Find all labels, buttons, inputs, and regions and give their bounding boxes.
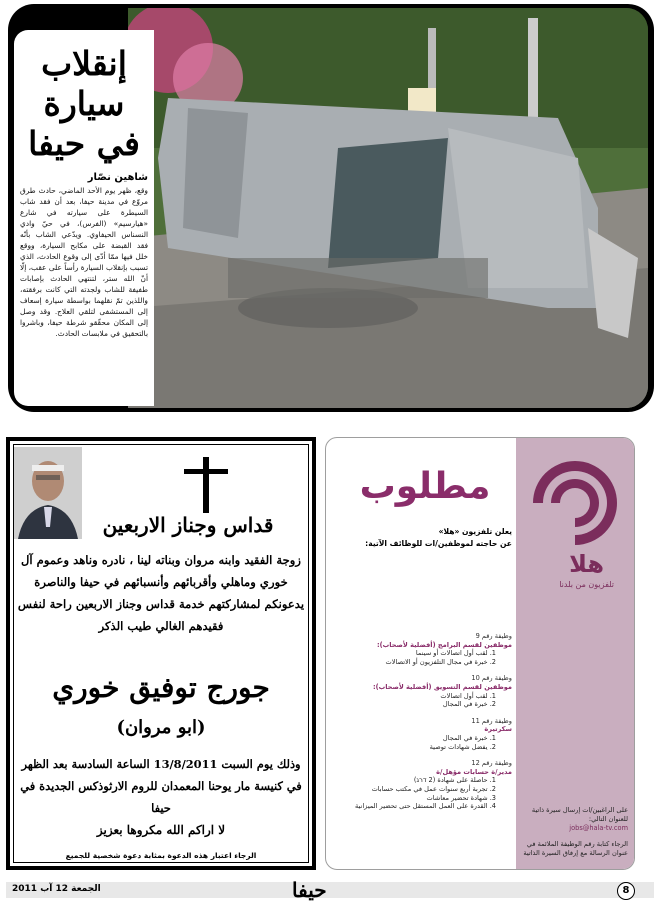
job-title: سكرتيرة xyxy=(484,725,512,734)
contact-instructions xyxy=(522,806,628,833)
job-title: موظفين لقسم التسويق (أفضلية لأصحاب): xyxy=(372,682,512,691)
contact-text: على الراغبين/ات إرسال سيرة ذاتية للعنوان التالي: xyxy=(531,806,628,823)
intro-line: عن حاجته لموظفين/ات للوظائف الآتية: xyxy=(365,539,512,548)
ad-side-panel xyxy=(516,438,634,869)
overturned-car-photo xyxy=(128,8,648,408)
job-title: موظفين لقسم البرامج (أفضلية لأصحاب): xyxy=(377,640,512,649)
news-article xyxy=(8,4,654,412)
deceased-nickname: (ابو مروان) xyxy=(116,717,206,738)
service-details: وذلك يوم السبت 13/8/2011 الساعة السادسة بعد الظهر في كنيسة مار يوحنا المعمدان للروم الارثوذكس الجديدة في حيفا xyxy=(20,757,302,815)
page-number: 8 xyxy=(617,882,635,900)
publication-date: الجمعة 12 آب 2011 xyxy=(12,884,101,894)
job-requirement: 4. القدرة على العمل المستقل حتى تحضير الميزانية xyxy=(354,802,496,811)
headline-line: في حيفا xyxy=(28,124,140,163)
logo-wordmark: هلا xyxy=(569,550,604,578)
job-number: وظيفة رقم 11 xyxy=(471,716,512,725)
ad-intro xyxy=(332,526,512,550)
headline-line: إنقلاب xyxy=(41,44,127,83)
intro-line: يعلن تلفزيون «هلا» xyxy=(438,527,512,536)
news-headline xyxy=(20,44,148,164)
job-number: وظيفة رقم 10 xyxy=(471,674,512,683)
job-item xyxy=(332,717,512,751)
obituary-title: قداس وجناز الاربعين xyxy=(102,513,274,537)
job-item xyxy=(332,632,512,666)
job-advertisement xyxy=(325,437,635,870)
job-requirement: 1. خبرة في المجال xyxy=(442,733,496,742)
logo-slogan: تلفزيون من بلدنا xyxy=(559,580,614,589)
obituary-notice xyxy=(6,437,316,870)
newspaper-masthead xyxy=(292,878,327,902)
job-number: وظيفة رقم 9 xyxy=(475,632,512,640)
news-body: وقع، ظهر يوم الأحد الماضي، حادث طرق مروّع في مدينة حيفا، بعد أن فقد شاب السيطرة على سيارته في شارع «هيارسيم» (الفرس)، في حيّ وادي النسناس الحيفاوي. ويدّعي الشاب بأنّه فقد القبضة على مكابح السيارة، ووقع خلل فيها ممّا أدّى إلى وقوع الحادث، الذي تسبب بإنقلاب السيارة رأساً على عقب، إلّا أنّ الله ستر، لتنتهي الحادث بإصابات طفيفة للشاب ولجدته التي كانت برفقته، واللذين تمّ نقلهما بواسطة سيارة إسعاف إلى المستشفى لتلقي العلاج. وقد وصل إلى المكان محقّقو شرطة حيفا، وباشروا بالتحقيق في ملابسات الحادث. xyxy=(20,186,148,338)
job-requirement: 2. خبرة في مجال التلفزيون أو الاتصالات xyxy=(385,657,496,666)
job-number: وظيفة رقم 12 xyxy=(471,759,512,768)
masthead-text: حيفا xyxy=(292,878,327,902)
obituary-closing: لا اراكم الله مكروها بعزيز xyxy=(96,823,226,837)
job-title: مدير/ة حسابات مؤهل/ة xyxy=(436,767,512,776)
job-requirement: 1. لقب أول اتصالات أو سينما xyxy=(415,649,496,658)
obituary-body: زوجة الفقيد وابنه مروان وبناته لينا ، نادره وناهد وعموم آل خوري وماهلي وأقربائهم وأنسبائهم في حيفا والناصرة يدعونكم لمشاركتهم خدمة قداس وجناز الاربعين راحة لنفس فقيدهم الغالي طيب الذكر xyxy=(17,553,305,633)
application-note: الرجاء كتابة رقم الوظيفة الملائمة في عنوان الرسالة مع إرفاق السيرة الذاتية xyxy=(523,840,628,857)
job-requirement: 3. شهادة تحضير معاشات xyxy=(426,793,496,802)
footer-bar xyxy=(6,882,654,898)
cross-icon xyxy=(178,455,234,513)
news-text-column xyxy=(14,30,154,406)
job-requirement: 2. خبرة في المجال xyxy=(442,700,496,709)
ad-main-column xyxy=(326,438,518,869)
contact-email[interactable]: jobs@hala-tv.com xyxy=(569,824,628,832)
deceased-name: جورج توفيق خوري xyxy=(52,671,270,704)
obituary-note: الرجاء اعتبار هذه الدعوة بمثابة دعوة شخصية للجميع xyxy=(65,851,257,860)
job-requirement: 1. حاصلة على شهادة (2 דרג) xyxy=(413,776,496,785)
news-author: شاهين نصّار xyxy=(87,172,148,183)
hala-logo-icon xyxy=(530,458,620,548)
job-list xyxy=(332,632,512,819)
ad-title: مطلوب xyxy=(359,466,491,507)
job-item xyxy=(332,759,512,811)
headline-line: سيارة xyxy=(43,84,125,123)
job-requirement: 2. يفضل شهادات توصية xyxy=(429,742,496,751)
job-requirement: 1. لقب أول اتصالات xyxy=(440,691,496,700)
job-item xyxy=(332,674,512,708)
job-requirement: 2. تجربة أربع سنوات عمل في مكتب حسابات xyxy=(371,784,496,793)
